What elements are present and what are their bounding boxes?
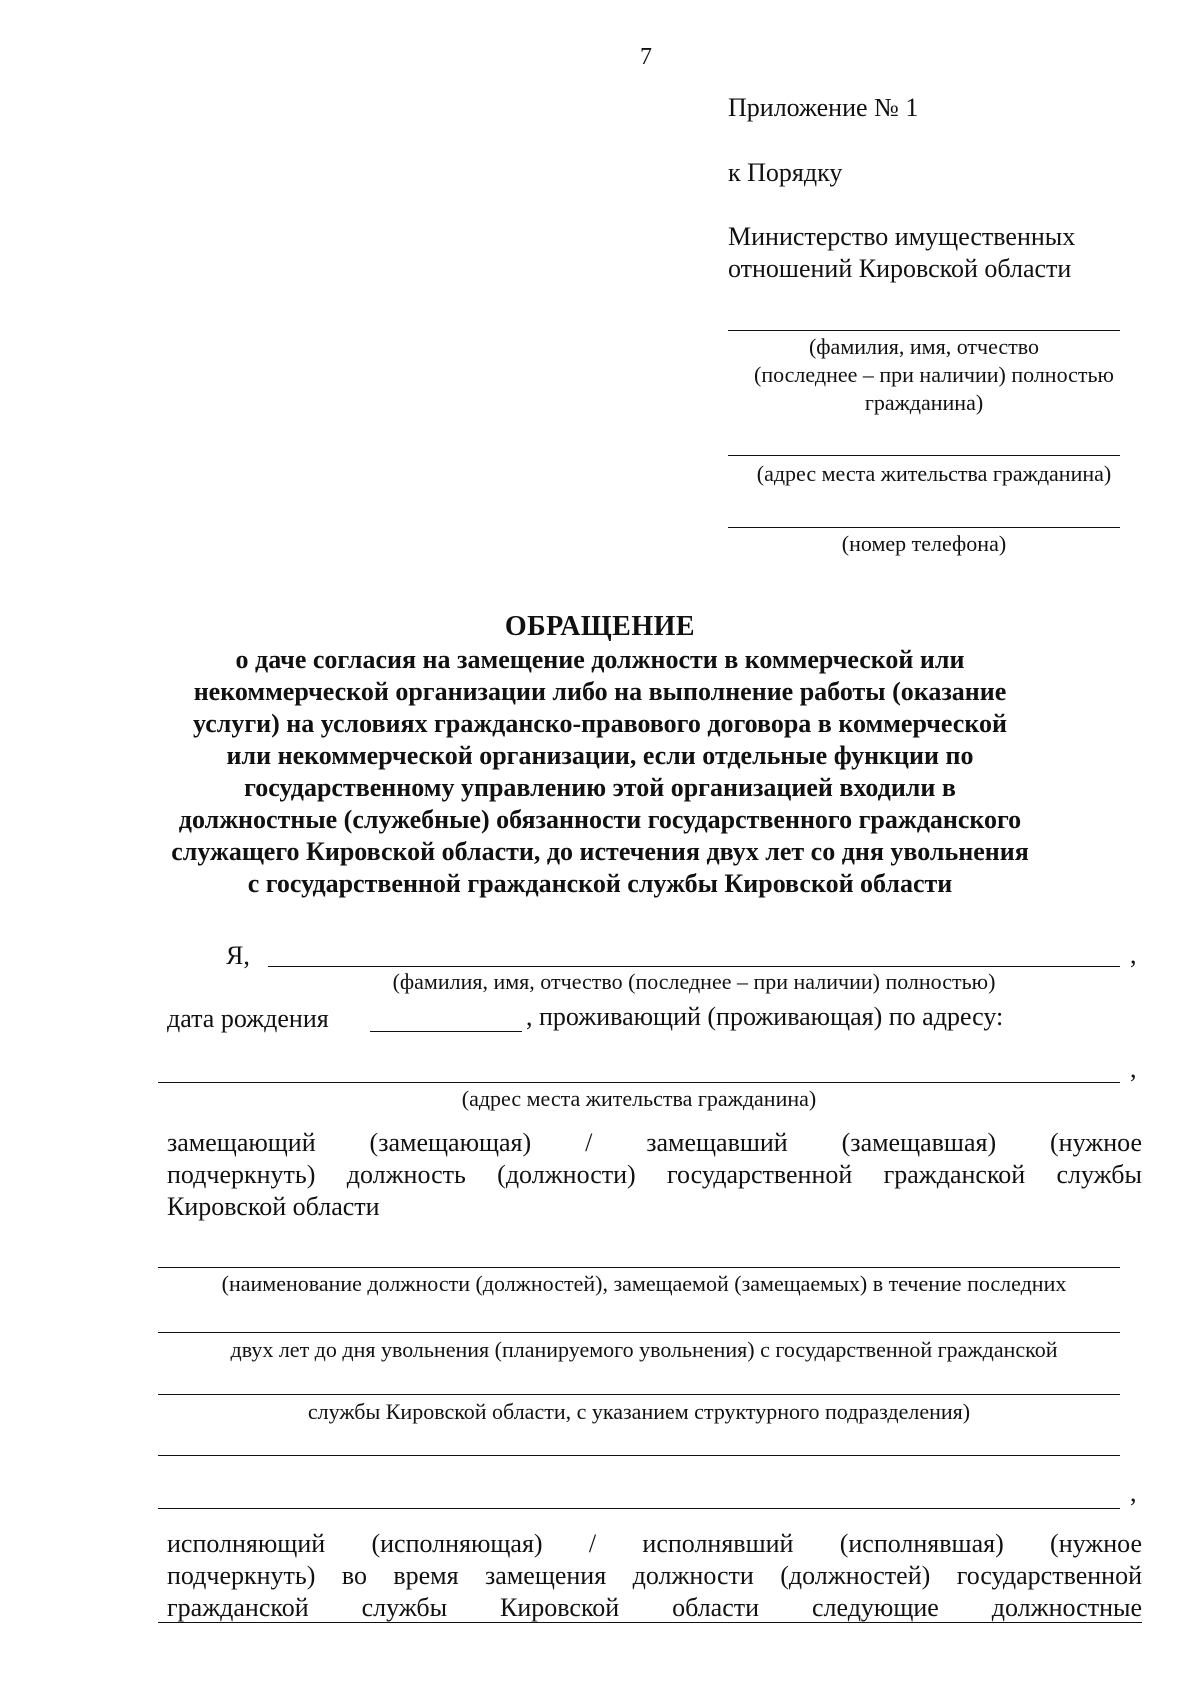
applicant-address-caption: (адрес места жительства гражданина) [461,1086,817,1111]
performing-underline [158,1622,1142,1623]
comma: , [1130,1054,1137,1083]
title-line: с государственной гражданской службы Кировской области [247,869,953,898]
position-caption-3: службы Кировской области, с указанием структурного подразделения) [307,1399,971,1424]
birth-date-line[interactable] [370,1031,522,1032]
fio-caption-2: (последнее – при наличии) полностью [754,362,1114,387]
title-line: должностные (служебные) обязанности государственного гражданского [178,805,1022,834]
page-number: 7 [640,44,652,70]
fio-caption-1: (фамилия, имя, отчество [808,334,1040,359]
title-line: некоммерческой организации либо на выполнение работы (оказание [193,677,1007,706]
comma: , [1130,1478,1137,1507]
document-title [140,610,1060,900]
title-line: о даче согласия на замещение должности в коммерческой или [235,645,965,674]
performing-line-1: исполняющий (исполняющая) / исполнявший (исполнявшая) (нужное [167,1529,1142,1558]
performing-line-2: подчеркнуть) во время замещения должности (должностей) государственной [167,1561,1142,1590]
title-line: государственному управлению этой организацией входили в [244,773,956,802]
fio-caption-3: гражданина) [864,390,984,415]
holding-line-2: подчеркнуть) должность (должности) государственной гражданской службы [167,1160,1142,1189]
position-field-line-2[interactable] [158,1332,1120,1333]
applicant-fio-caption: (фамилия, имя, отчество (последнее – при наличии) полностью) [392,969,996,994]
birth-date-label: дата рождения [167,1004,329,1033]
comma: , [1130,940,1137,969]
title-main: ОБРАЩЕНИЕ [504,611,696,642]
position-field-line-3[interactable] [158,1394,1120,1395]
address-field-line[interactable] [728,455,1120,456]
position-field-line-1[interactable] [158,1267,1120,1268]
position-field-line-5[interactable] [158,1508,1120,1509]
ya-label: Я, [226,941,250,970]
title-line: служащего Кировской области, до истечения двух лет со дня увольнения [171,837,1029,866]
position-caption-1: (наименование должности (должностей), замещаемой (замещаемых) в течение последних [221,1271,1067,1296]
position-field-line-4[interactable] [158,1455,1120,1456]
holding-line-3: Кировской области [167,1192,380,1221]
addressee-line-2: отношений Кировской области [728,254,1072,283]
holding-line-1: замещающий (замещающая) / замещавший (замещавшая) (нужное [167,1128,1142,1157]
fio-field-line[interactable] [728,330,1120,331]
appendix-number: Приложение № 1 [728,93,919,122]
phone-caption: (номер телефона) [841,531,1007,556]
applicant-address-line[interactable] [158,1082,1120,1083]
performing-line-3: гражданской службы Кировской области следующие должностные [167,1593,1142,1622]
addressee-line-1: Министерство имущественных [728,222,1076,251]
position-caption-2: двух лет до дня увольнения (планируемого увольнения) с государственной гражданской [230,1337,1058,1362]
applicant-fio-line[interactable] [268,966,1120,967]
title-line: или некоммерческой организации, если отдельные функции по [226,741,974,770]
address-caption: (адрес места жительства гражданина) [756,461,1112,486]
residing-text: , проживающий (проживающая) по адресу: [526,1002,1004,1031]
title-line: услуги) на условиях гражданско-правового договора в коммерческой [193,709,1007,738]
phone-field-line[interactable] [728,527,1120,528]
appendix-to-order: к Порядку [728,158,843,187]
